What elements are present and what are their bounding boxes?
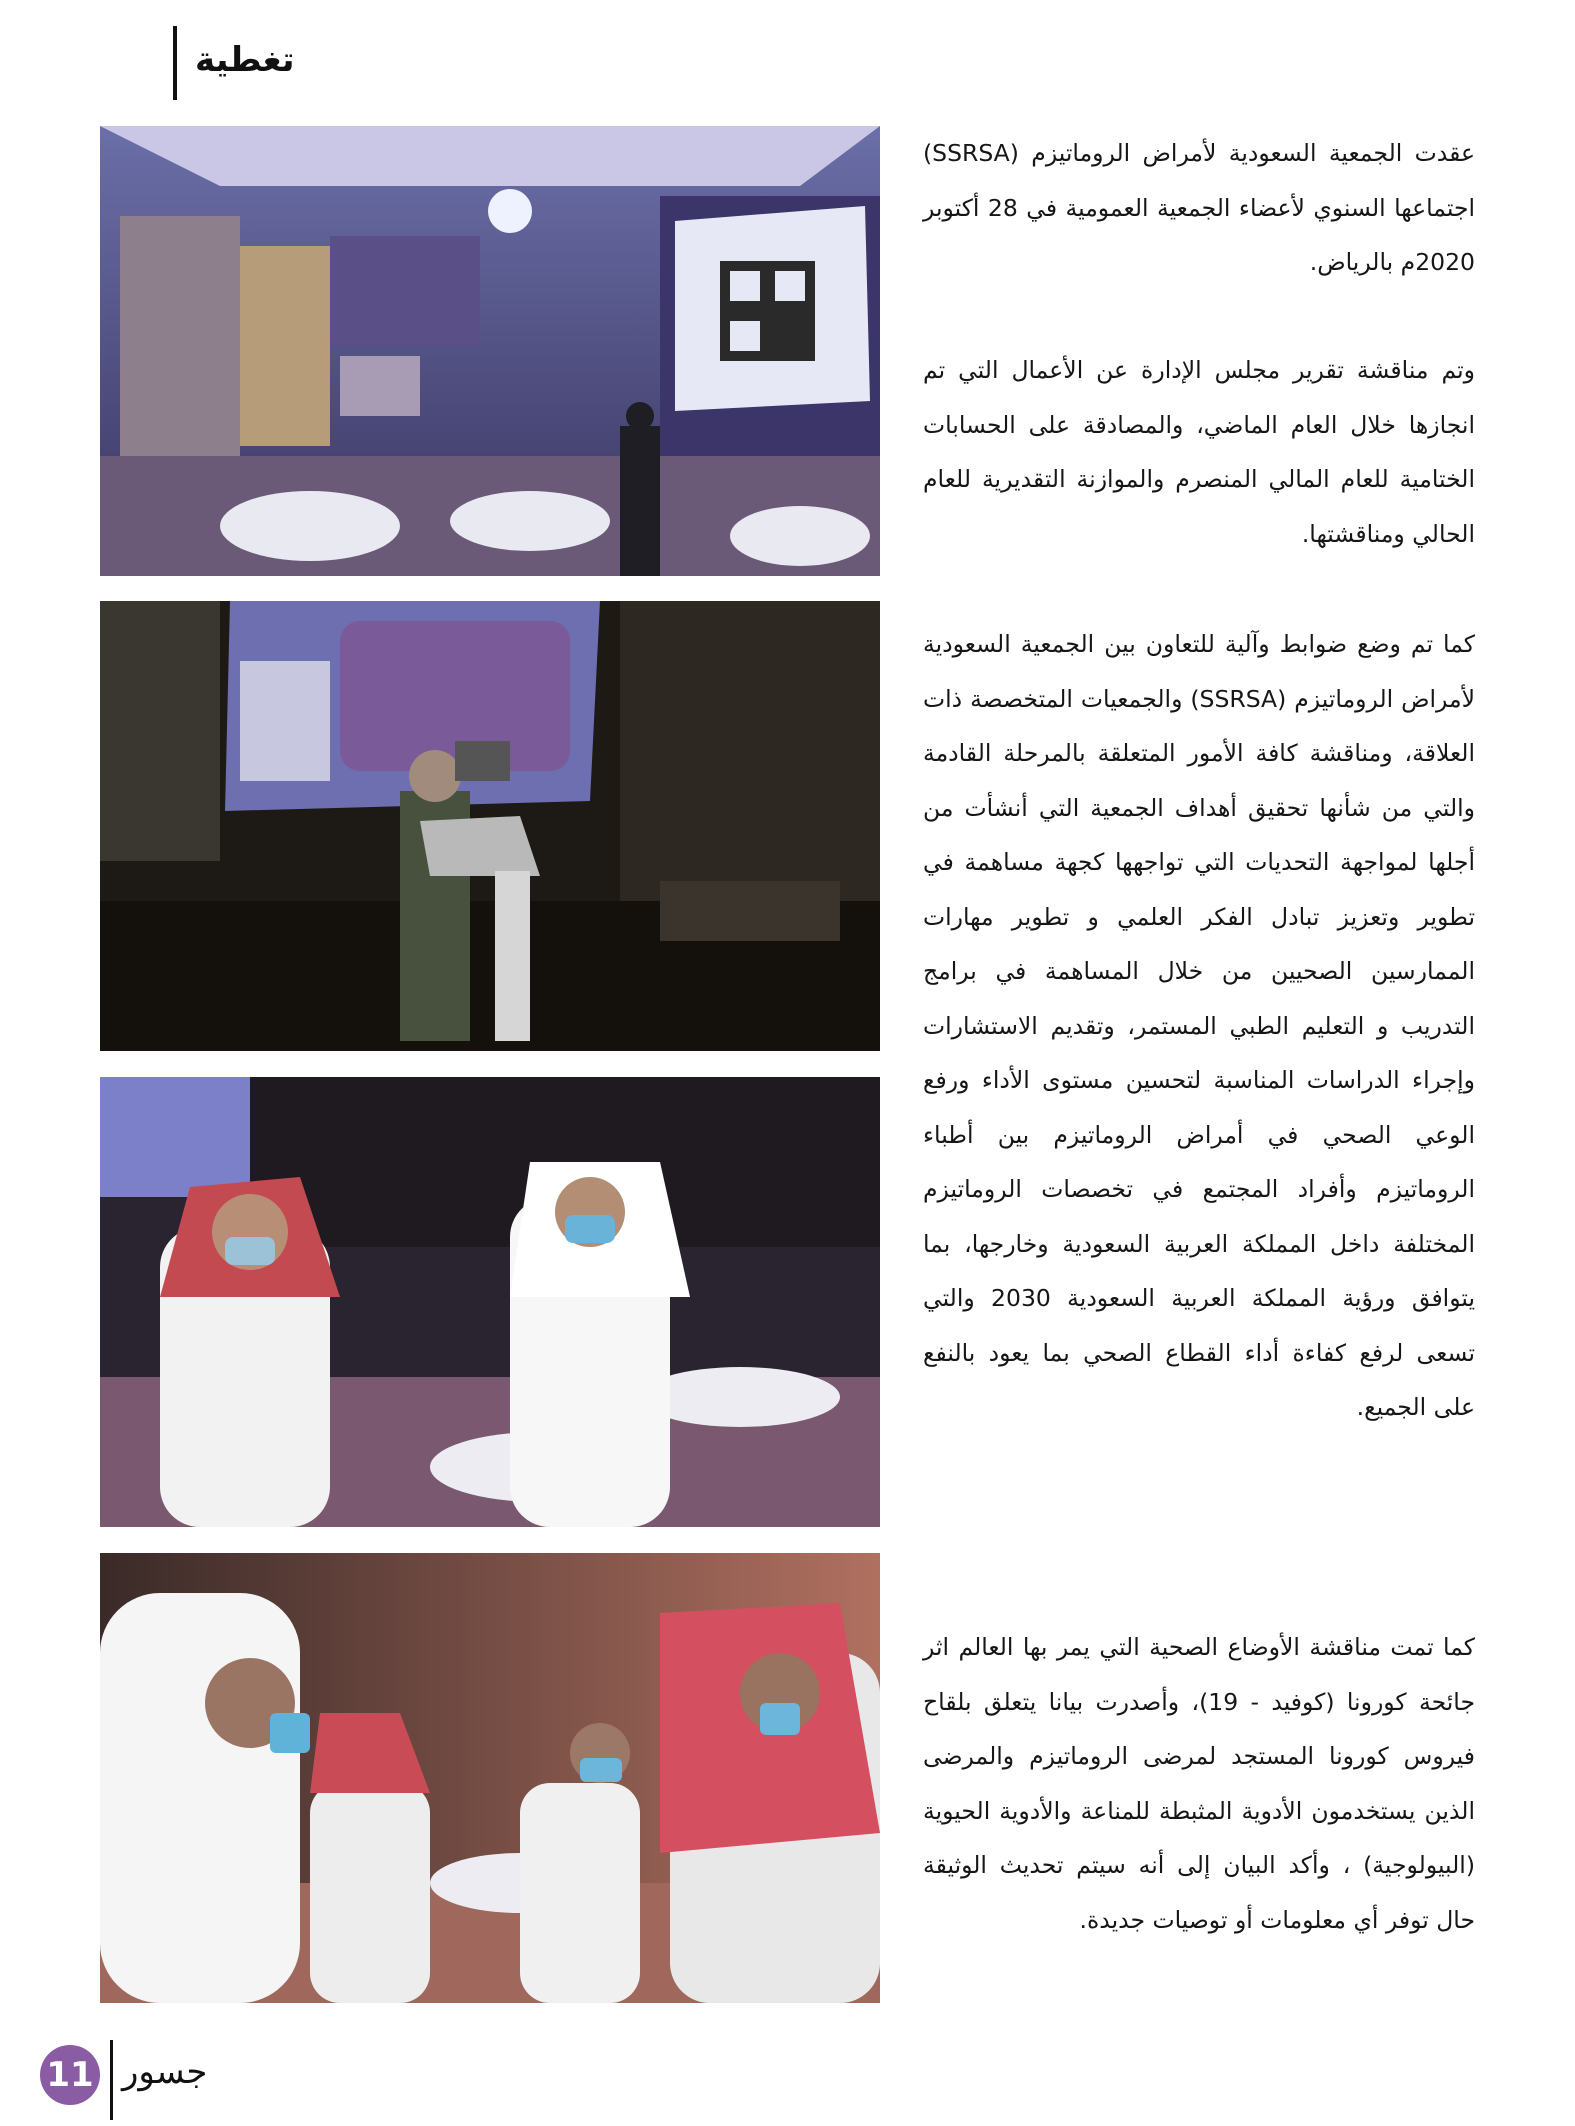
section-title: تغطية	[195, 40, 295, 80]
photo-group-discussion	[100, 1553, 880, 2003]
article-paragraph-2	[923, 343, 1475, 561]
photo-meeting-hall	[100, 126, 880, 576]
photo-speaker-podium	[100, 601, 880, 1051]
header-divider	[173, 26, 177, 100]
page-number-badge: 11	[40, 2045, 100, 2105]
paragraph-text: وتم مناقشة تقرير مجلس الإدارة عن الأعمال التي تم انجازها خلال العام الماضي، والمصادقة على الحسابات الختامية للعام المالي المنصرم والموازنة التقديرية للعام الحالي ومناقشتها.	[923, 356, 1475, 548]
photo-two-men	[100, 1077, 880, 1527]
article-paragraph-4	[923, 1620, 1475, 1947]
paragraph-text: كما تمت مناقشة الأوضاع الصحية التي يمر بها العالم اثر جائحة كورونا (كوفيد - 19)، وأصدرت بيانا يتعلق بلقاح فيروس كورونا المستجد لمرضى الروماتيزم والمرضى الذين يستخدمون الأدوية المثبطة للمناعة والأدوية الحيوية (البيولوجية) ، وأكد البيان إلى أنه سيتم تحديث الوثيقة حال توفر أي معلومات أو توصيات جديدة.	[923, 1633, 1475, 1934]
paragraph-text: عقدت الجمعية السعودية لأمراض الروماتيزم (SSRSA) اجتماعها السنوي لأعضاء الجمعية العمومية في 28 أكتوبر 2020م بالرياض.	[923, 139, 1475, 276]
footer-divider	[110, 2040, 113, 2120]
paragraph-text: كما تم وضع ضوابط وآلية للتعاون بين الجمعية السعودية لأمراض الروماتيزم (SSRSA) والجمعيات المتخصصة ذات العلاقة، ومناقشة كافة الأمور المتعلقة بالمرحلة القادمة والتي من شأنها تحقيق أهداف الجمعية التي أنشأت من أجلها لمواجهة التحديات التي تواجهها كجهة مساهمة في تطوير وتعزيز تبادل الفكر العلمي و تطوير مهارات الممارسين الصحيين من خلال المساهمة في برامج التدريب و التعليم الطبي المستمر، وتقديم الاستشارات وإجراء الدراسات المناسبة لتحسين مستوى الأداء ورفع الوعي الصحي في أمراض الروماتيزم بين أطباء الروماتيزم وأفراد المجتمع في تخصصات الروماتيزم المختلفة داخل المملكة العربية السعودية وخارجها، بما يتوافق ورؤية المملكة العربية السعودية 2030 والتي تسعى لرفع كفاءة أداء القطاع الصحي بما يعود بالنفع على الجميع.	[923, 630, 1476, 1421]
magazine-logo: جسور	[122, 2052, 208, 2092]
article-paragraph-3	[923, 617, 1475, 1435]
article-paragraph-1	[923, 126, 1475, 290]
